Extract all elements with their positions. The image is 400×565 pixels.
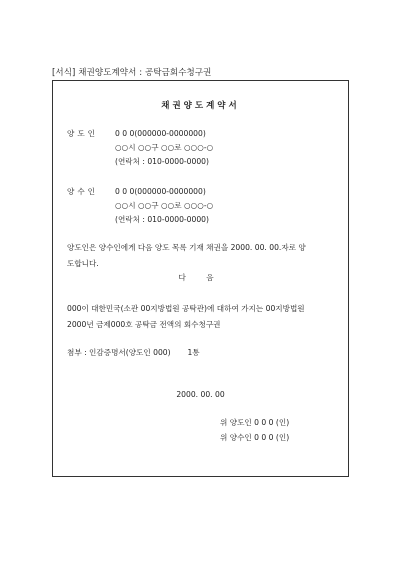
assignor-signature: 위 양도인 0 0 0 (인) xyxy=(220,418,290,427)
form-caption: [서식] 채권양도계약서 : 공탁금회수청구권 xyxy=(52,68,212,78)
assignee-signature: 위 양수인 0 0 0 (인) xyxy=(220,433,290,442)
assignee-label: 양수인 xyxy=(67,187,99,196)
contract-date: 2000. 00. 00 xyxy=(176,390,225,399)
body-text-line-2: 도합니다. xyxy=(67,259,99,268)
item-text-line-1: 000이 대한민국(소관 00지방법원 공탁관)에 대하여 가지는 00지방법원 xyxy=(67,304,305,313)
contract-document xyxy=(52,80,349,477)
assignee-contact: (연락처 : 010-0000-0000) xyxy=(115,215,209,224)
item-text-line-2: 2000년 금제000호 공탁금 전액의 회수청구권 xyxy=(67,320,221,329)
assignor-label: 양도인 xyxy=(67,129,99,138)
body-text-line-1: 양도인은 양수인에게 다음 양도 목록 기재 채권을 2000. 00. 00.자로 양 xyxy=(67,243,306,252)
assignor-address: ○○시 ○○구 ○○로 ○○○-○ xyxy=(115,143,214,152)
assignee-address: ○○시 ○○구 ○○로 ○○○-○ xyxy=(115,201,214,210)
section-heading: 다 음 xyxy=(178,273,223,282)
assignor-contact: (연락처 : 010-0000-0000) xyxy=(115,157,209,166)
assignee-name-id: 0 0 0(000000-0000000) xyxy=(115,187,206,196)
document-title: 채권양도계약서 xyxy=(161,101,240,111)
attachment-line: 첨부 : 인감증명서(양도인 000) 1통 xyxy=(67,348,200,357)
assignor-name-id: 0 0 0(000000-0000000) xyxy=(115,129,206,138)
